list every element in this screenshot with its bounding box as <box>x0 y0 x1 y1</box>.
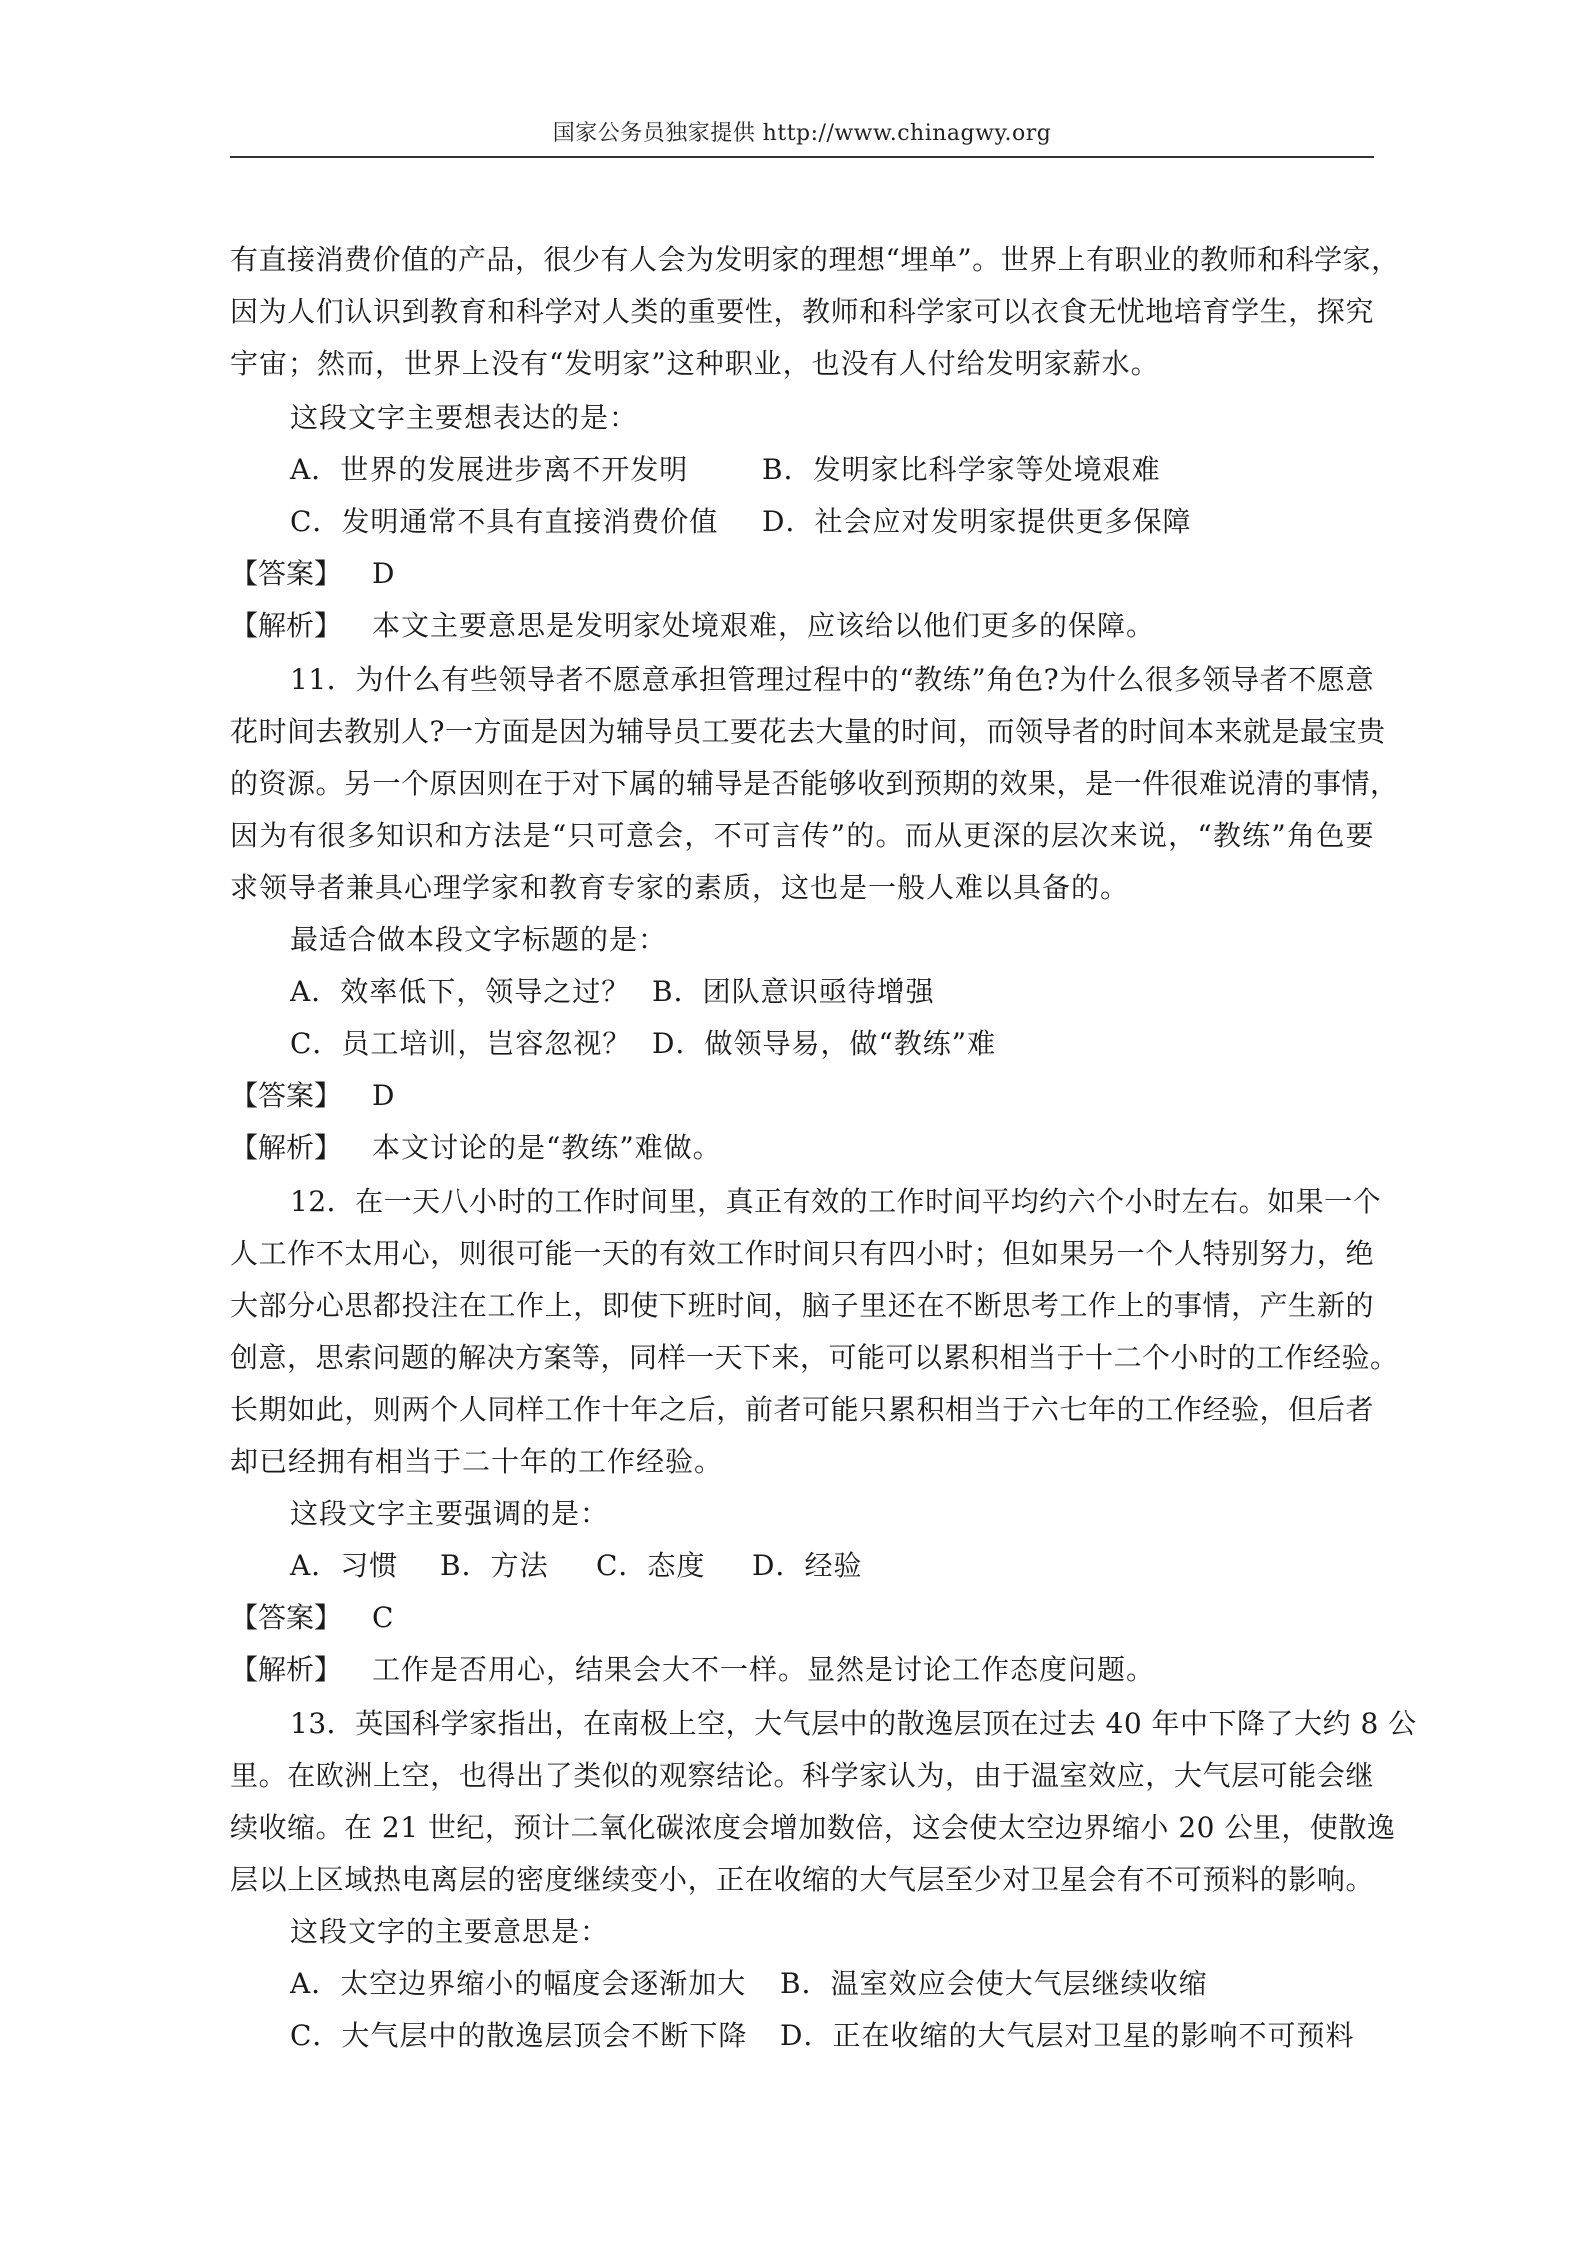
q13-question: 这段文字的主要意思是： <box>290 1915 610 1948</box>
q12-text-line: 却已经拥有相当于二十年的工作经验。 <box>230 1445 724 1478</box>
q11-option-b: B．团队意识亟待增强 <box>652 975 935 1008</box>
q13-option-d: D．正在收缩的大气层对卫星的影响不可预料 <box>780 2019 1355 2052</box>
q12-option-b: B．方法 <box>440 1549 549 1582</box>
q11-option-c: C．员工培训，岂容忽视？ <box>290 1027 632 1060</box>
q11-option-a: A．效率低下，领导之过？ <box>290 975 631 1008</box>
q13-text-line: 续收缩。在 21 世纪，预计二氧化碳浓度会增加数倍，这会使太空边界缩小 20 公里，使散逸 <box>230 1811 1396 1844</box>
q13-option-a: A．太空边界缩小的幅度会逐渐加大 <box>290 1967 747 2000</box>
q12-answer-label: 【答案】 <box>230 1601 343 1634</box>
q11-answer: D <box>372 1079 396 1112</box>
header-rule <box>230 156 1374 158</box>
q13-option-b: B．温室效应会使大气层继续收缩 <box>780 1967 1208 2000</box>
q12-text-line: 12．在一天八小时的工作时间里，真正有效的工作时间平均约六个小时左右。如果一个 <box>290 1185 1382 1218</box>
q13-option-c: C．大气层中的散逸层顶会不断下降 <box>290 2019 748 2052</box>
q11-text-line: 11．为什么有些领导者不愿意承担管理过程中的“教练”角色?为什么很多领导者不愿意 <box>290 663 1374 696</box>
q11-text-line: 求领导者兼具心理学家和教育专家的素质，这也是一般人难以具备的。 <box>230 871 1130 904</box>
q12-text-line: 大部分心思都投注在工作上，即使下班时间，脑子里还在不断思考工作上的事情，产生新的 <box>230 1289 1374 1322</box>
q10-answer: D <box>372 557 396 590</box>
q11-analysis: 本文讨论的是“教练”难做。 <box>372 1131 722 1164</box>
q10-option-d: D．社会应对发明家提供更多保障 <box>762 505 1192 538</box>
q11-answer-label: 【答案】 <box>230 1079 343 1112</box>
q10-option-b: B．发明家比科学家等处境艰难 <box>762 453 1161 486</box>
q11-question: 最适合做本段文字标题的是： <box>290 923 668 956</box>
q10-analysis: 本文主要意思是发明家处境艰难，应该给以他们更多的保障。 <box>372 609 1156 642</box>
q10-question: 这段文字主要想表达的是： <box>290 401 639 434</box>
q12-analysis: 工作是否用心，结果会大不一样。显然是讨论工作态度问题。 <box>372 1653 1156 1686</box>
q10-text-line: 因为人们认识到教育和科学对人类的重要性，教师和科学家可以衣食无忧地培育学生，探究 <box>230 295 1374 328</box>
q10-text-line: 有直接消费价值的产品，很少有人会为发明家的理想“埋单”。世界上有职业的教师和科学家， <box>230 243 1400 276</box>
q10-option-c: C．发明通常不具有直接消费价值 <box>290 505 719 538</box>
q12-answer: C <box>372 1601 395 1634</box>
q10-answer-label: 【答案】 <box>230 557 343 590</box>
q12-option-a: A．习惯 <box>290 1549 399 1582</box>
q12-text-line: 长期如此，则两个人同样工作十年之后，前者可能只累积相当于六七年的工作经验，但后者 <box>230 1393 1374 1426</box>
q10-option-a: A．世界的发展进步离不开发明 <box>290 453 689 486</box>
page-header: 国家公务员独家提供 http://www.chinagwy.org <box>552 121 1052 146</box>
q11-text-line: 因为有很多知识和方法是“只可意会，不可言传”的。而从更深的层次来说，“教练”角色要 <box>230 819 1374 852</box>
q11-analysis-label: 【解析】 <box>230 1131 343 1164</box>
q13-text-line: 13．英国科学家指出，在南极上空，大气层中的散逸层顶在过去 40 年中下降了大约 8 公 <box>290 1707 1417 1740</box>
q12-analysis-label: 【解析】 <box>230 1653 343 1686</box>
q12-text-line: 创意，思索问题的解决方案等，同样一天下来，可能可以累积相当于十二个小时的工作经验。 <box>230 1341 1399 1374</box>
q10-text-line: 宇宙；然而，世界上没有“发明家”这种职业，也没有人付给发明家薪水。 <box>230 347 1160 380</box>
q11-text-line: 花时间去教别人?一方面是因为辅导员工要花去大量的时间，而领导者的时间本来就是最宝贵 <box>230 715 1386 748</box>
q12-question: 这段文字主要强调的是： <box>290 1497 610 1530</box>
q10-analysis-label: 【解析】 <box>230 609 343 642</box>
q12-option-c: C．态度 <box>596 1549 706 1582</box>
q13-text-line: 里。在欧洲上空，也得出了类似的观察结论。科学家认为，由于温室效应，大气层可能会继 <box>230 1759 1374 1792</box>
q12-text-line: 人工作不太用心，则很可能一天的有效工作时间只有四小时；但如果另一个人特别努力，绝 <box>230 1237 1374 1270</box>
q12-option-d: D．经验 <box>752 1549 863 1582</box>
q13-text-line: 层以上区域热电离层的密度继续变小，正在收缩的大气层至少对卫星会有不可预料的影响。 <box>230 1863 1374 1896</box>
q11-text-line: 的资源。另一个原因则在于对下属的辅导是否能够收到预期的效果，是一件很难说清的事情， <box>230 767 1399 800</box>
q11-option-d: D．做领导易，做“教练”难 <box>652 1027 997 1060</box>
